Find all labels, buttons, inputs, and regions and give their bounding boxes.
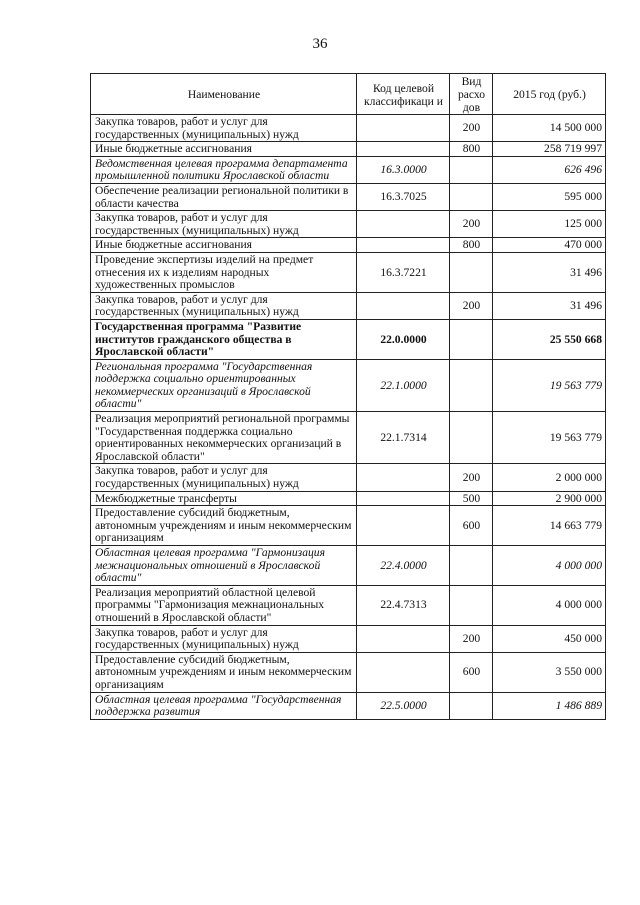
row-code-cell xyxy=(357,464,450,491)
table-row xyxy=(91,412,606,464)
column-header-amount: 2015 год (руб.) xyxy=(493,74,606,115)
page-number: 36 xyxy=(312,36,328,52)
budget-table xyxy=(90,73,606,720)
row-amount-cell: 258 719 997 xyxy=(493,142,606,157)
row-name-cell: Реализация мероприятий региональной программы "Государственная поддержка социально ориентированных некоммерческих организаций в Ярославской области" xyxy=(91,412,357,464)
row-name-cell: Государственная программа "Развитие институтов гражданского общества в Ярославской области" xyxy=(91,319,357,359)
row-code-cell xyxy=(357,625,450,652)
row-amount-cell: 595 000 xyxy=(493,183,606,210)
row-code-cell xyxy=(357,292,450,319)
row-amount-cell: 1 486 889 xyxy=(493,692,606,719)
row-name-cell: Закупка товаров, работ и услуг для государственных (муниципальных) нужд xyxy=(91,292,357,319)
column-header-type: Вид расхо дов xyxy=(450,74,493,115)
table-row xyxy=(91,464,606,491)
row-code-cell xyxy=(357,115,450,142)
row-type-cell: 600 xyxy=(450,506,493,546)
row-name-cell: Областная целевая программа "Государственная поддержка развития xyxy=(91,692,357,719)
row-name-cell: Иные бюджетные ассигнования xyxy=(91,238,357,253)
table-header-row xyxy=(91,74,606,115)
row-name-cell: Проведение экспертизы изделий на предмет отнесения их к изделиям народных художественных промыслов xyxy=(91,252,357,292)
row-amount-cell: 31 496 xyxy=(493,252,606,292)
row-amount-cell: 4 000 000 xyxy=(493,585,606,625)
row-name-cell: Закупка товаров, работ и услуг для государственных (муниципальных) нужд xyxy=(91,115,357,142)
row-type-cell xyxy=(450,546,493,586)
row-type-cell: 500 xyxy=(450,491,493,506)
table-row xyxy=(91,211,606,238)
table-row xyxy=(91,156,606,183)
column-header-code: Код целевой классификаци и xyxy=(357,74,450,115)
row-code-cell xyxy=(357,491,450,506)
row-amount-cell: 626 496 xyxy=(493,156,606,183)
row-name-cell: Предоставление субсидий бюджетным, автономным учреждениям и иным некоммерческим организациям xyxy=(91,506,357,546)
row-type-cell xyxy=(450,183,493,210)
row-code-cell: 22.1.0000 xyxy=(357,359,450,411)
row-amount-cell: 19 563 779 xyxy=(493,359,606,411)
row-amount-cell: 2 900 000 xyxy=(493,491,606,506)
row-amount-cell: 14 663 779 xyxy=(493,506,606,546)
row-name-cell: Закупка товаров, работ и услуг для государственных (муниципальных) нужд xyxy=(91,625,357,652)
row-type-cell: 200 xyxy=(450,625,493,652)
row-type-cell xyxy=(450,692,493,719)
table-row xyxy=(91,359,606,411)
table-row xyxy=(91,546,606,586)
row-amount-cell: 3 550 000 xyxy=(493,652,606,692)
table-row xyxy=(91,252,606,292)
row-type-cell xyxy=(450,156,493,183)
row-code-cell: 22.4.7313 xyxy=(357,585,450,625)
row-type-cell xyxy=(450,412,493,464)
table-row xyxy=(91,292,606,319)
row-amount-cell: 25 550 668 xyxy=(493,319,606,359)
row-code-cell xyxy=(357,506,450,546)
table-row xyxy=(91,142,606,157)
row-type-cell: 200 xyxy=(450,115,493,142)
table-row xyxy=(91,183,606,210)
row-type-cell: 800 xyxy=(450,238,493,253)
row-amount-cell: 4 000 000 xyxy=(493,546,606,586)
row-type-cell: 200 xyxy=(450,464,493,491)
row-amount-cell: 2 000 000 xyxy=(493,464,606,491)
row-name-cell: Иные бюджетные ассигнования xyxy=(91,142,357,157)
row-amount-cell: 470 000 xyxy=(493,238,606,253)
row-type-cell xyxy=(450,585,493,625)
row-code-cell xyxy=(357,211,450,238)
row-name-cell: Межбюджетные трансферты xyxy=(91,491,357,506)
column-header-name: Наименование xyxy=(91,74,357,115)
row-amount-cell: 31 496 xyxy=(493,292,606,319)
row-type-cell xyxy=(450,319,493,359)
row-code-cell xyxy=(357,652,450,692)
row-code-cell: 16.3.0000 xyxy=(357,156,450,183)
row-name-cell: Областная целевая программа "Гармонизация межнациональных отношений в Ярославской области" xyxy=(91,546,357,586)
row-name-cell: Ведомственная целевая программа департамента промышленной политики Ярославской области xyxy=(91,156,357,183)
row-code-cell: 22.0.0000 xyxy=(357,319,450,359)
row-name-cell: Обеспечение реализации региональной политики в области качества xyxy=(91,183,357,210)
table-row xyxy=(91,652,606,692)
table-row xyxy=(91,506,606,546)
table-row xyxy=(91,585,606,625)
row-code-cell xyxy=(357,238,450,253)
row-name-cell: Закупка товаров, работ и услуг для государственных (муниципальных) нужд xyxy=(91,464,357,491)
table-row xyxy=(91,115,606,142)
table-row xyxy=(91,238,606,253)
row-name-cell: Закупка товаров, работ и услуг для государственных (муниципальных) нужд xyxy=(91,211,357,238)
row-code-cell: 16.3.7221 xyxy=(357,252,450,292)
row-type-cell: 200 xyxy=(450,211,493,238)
table-body xyxy=(91,115,606,720)
row-name-cell: Региональная программа "Государственная поддержка социально ориентированных некоммерческих организаций в Ярославской области" xyxy=(91,359,357,411)
row-amount-cell: 14 500 000 xyxy=(493,115,606,142)
row-code-cell: 22.5.0000 xyxy=(357,692,450,719)
row-type-cell: 600 xyxy=(450,652,493,692)
row-code-cell: 22.1.7314 xyxy=(357,412,450,464)
row-code-cell xyxy=(357,142,450,157)
table-row xyxy=(91,319,606,359)
row-type-cell: 200 xyxy=(450,292,493,319)
row-code-cell: 16.3.7025 xyxy=(357,183,450,210)
row-code-cell: 22.4.0000 xyxy=(357,546,450,586)
table-row xyxy=(91,491,606,506)
table-row xyxy=(91,692,606,719)
row-amount-cell: 125 000 xyxy=(493,211,606,238)
row-type-cell xyxy=(450,359,493,411)
row-amount-cell: 450 000 xyxy=(493,625,606,652)
row-name-cell: Реализация мероприятий областной целевой программы "Гармонизация межнациональных отношений в Ярославской области" xyxy=(91,585,357,625)
row-name-cell: Предоставление субсидий бюджетным, автономным учреждениям и иным некоммерческим организациям xyxy=(91,652,357,692)
table-row xyxy=(91,625,606,652)
row-amount-cell: 19 563 779 xyxy=(493,412,606,464)
row-type-cell: 800 xyxy=(450,142,493,157)
row-type-cell xyxy=(450,252,493,292)
